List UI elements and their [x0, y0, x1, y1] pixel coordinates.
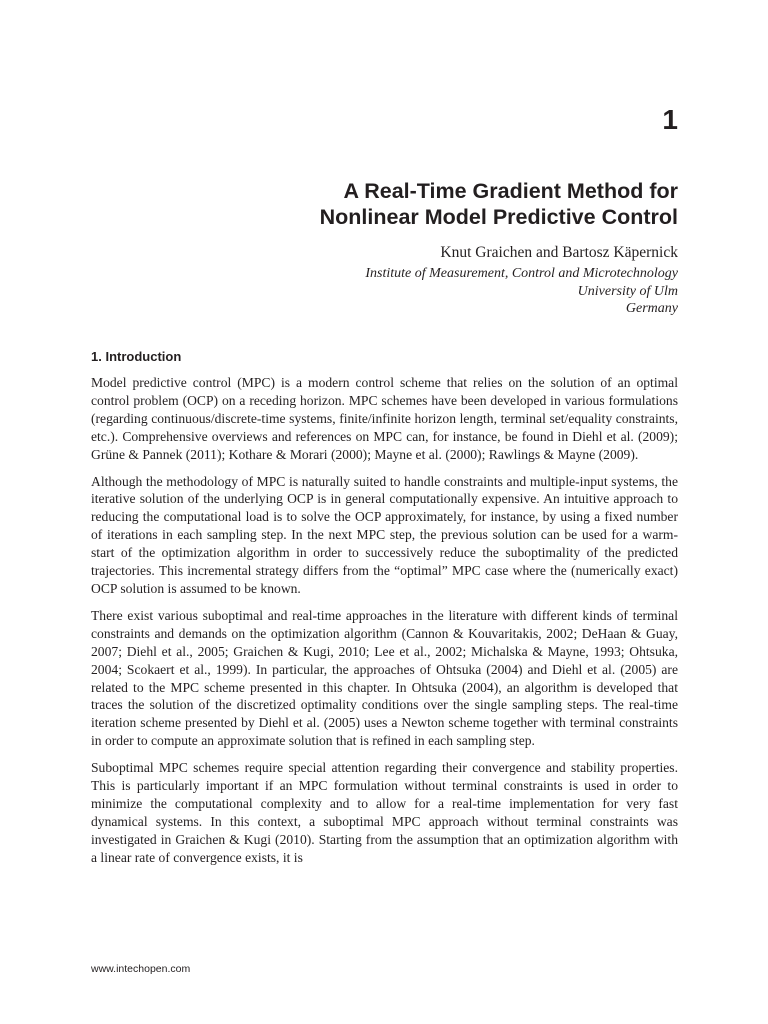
- authors: Knut Graichen and Bartosz Käpernick: [440, 244, 678, 261]
- section-heading: 1. Introduction: [91, 349, 182, 364]
- chapter-number: 1: [662, 104, 678, 135]
- paragraph-1: Model predictive control (MPC) is a modern control scheme that relies on the solution of an optimal control problem (OCP) on a receding horizon. MPC schemes have been developed in various formulations (regarding continuous/discrete-time systems, finite/infinite horizon length, terminal set/equality constraints, etc.). Comprehensive overviews and references on MPC can, for instance, be found in Diehl et al. (2009); Grüne & Pannek (2011); Kothare & Morari (2000); Mayne et al. (2000); Rawlings & Mayne (2009).: [91, 375, 678, 462]
- title-block: [320, 178, 678, 318]
- paragraph-2: Although the methodology of MPC is naturally suited to handle constraints and multiple-input systems, the iterative solution of the underlying OCP is in general computationally expensive. An intuitive approach to reducing the computational load is to solve the OCP approximately, for instance, by using a fixed number of iterations in each sampling step. In the next MPC step, the previous solution can be used for a warm-start of the optimization algorithm in order to successively reduce the suboptimality of the predicted trajectories. This incremental strategy differs from the “optimal” MPC case where the (numerically exact) OCP solution is assumed to be known.: [91, 473, 678, 596]
- title-line-2: Nonlinear Model Predictive Control: [319, 205, 678, 229]
- affiliation-country: Germany: [625, 301, 678, 316]
- title-line-1: A Real-Time Gradient Method for: [343, 179, 678, 203]
- chapter-title: [320, 178, 678, 230]
- body-text: [91, 374, 678, 876]
- affiliation-university: University of Ulm: [577, 283, 678, 299]
- paragraph-4: Suboptimal MPC schemes require special attention regarding their convergence and stability properties. This is particularly important if an MPC formulation without terminal constraints is used in order to minimize the computational complexity and to allow for a real-time implementation for very fast dynamical systems. In this context, a suboptimal MPC approach without terminal constraints was investigated in Graichen & Kugi (2010). Starting from the assumption that an optimization algorithm with a linear rate of convergence exists, it is: [91, 760, 678, 865]
- paragraph-3: There exist various suboptimal and real-time approaches in the literature with different kinds of terminal constraints and demands on the optimization algorithm (Cannon & Kouvaritakis, 2002; DeHaan & Guay, 2007; Diehl et al., 2005; Graichen & Kugi, 2010; Lee et al., 2002; Michalska & Mayne, 1993; Ohtsuka, 2004; Scokaert et al., 1999). In particular, the approaches of Ohtsuka (2004) and Diehl et al. (2005) are related to the MPC scheme presented in this chapter. In Ohtsuka (2004), an algorithm is developed that traces the solution of the discretized optimality conditions over the single sampling steps. The real-time iteration scheme presented by Diehl et al. (2005) uses a Newton scheme together with terminal constraints in order to compute an approximate solution that is refined in each sampling step.: [91, 607, 678, 749]
- footer-url: www.intechopen.com: [91, 963, 191, 975]
- affiliation-institute: Institute of Measurement, Control and Microtechnology: [365, 266, 678, 281]
- affiliation: [320, 265, 678, 318]
